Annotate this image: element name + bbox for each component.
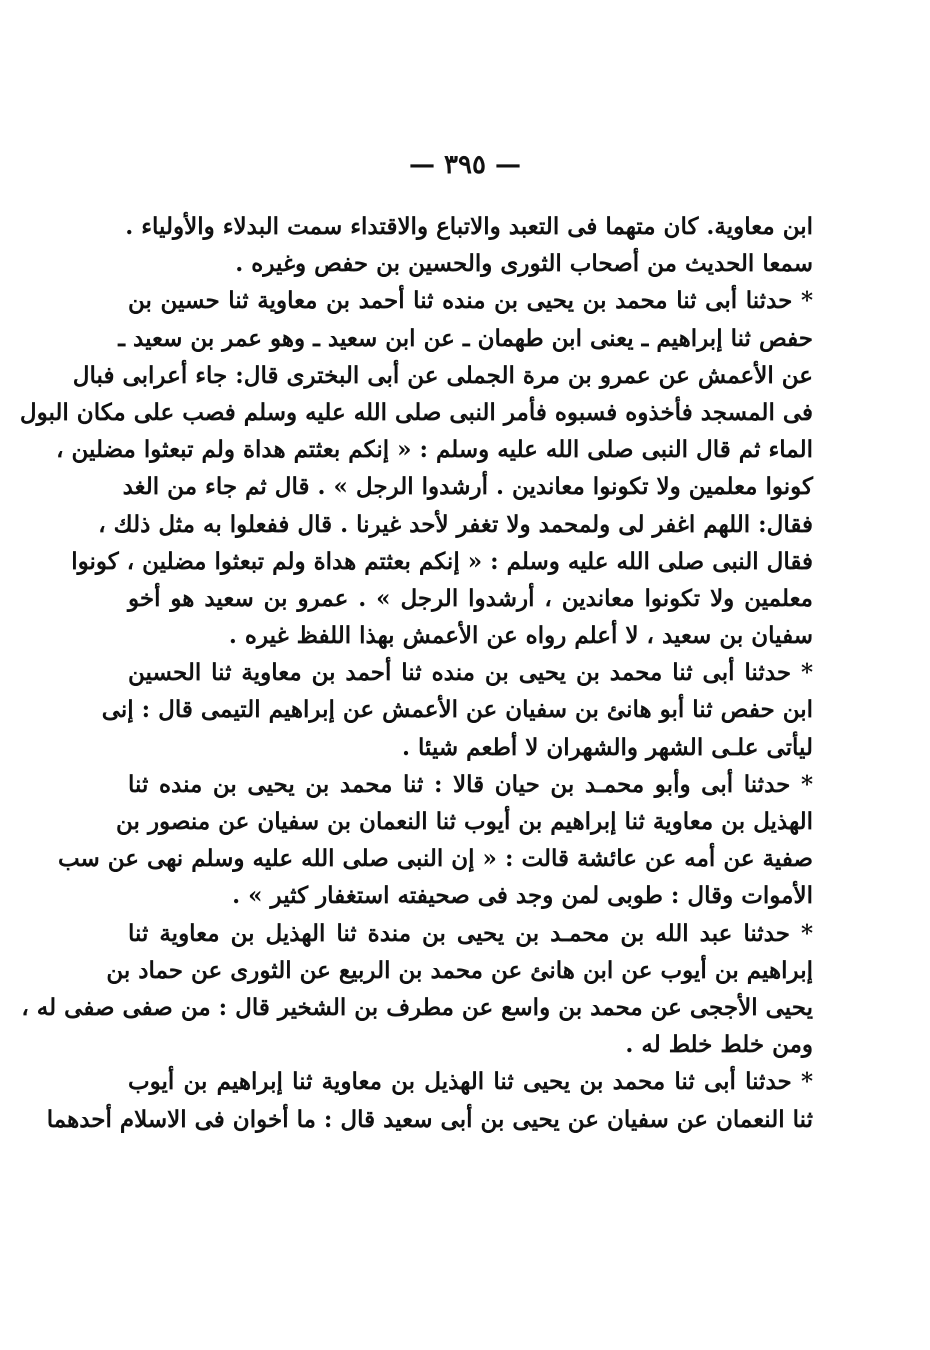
text-line: ثنا النعمان عن سفيان عن يحيى بن أبى سعيد قال : ما أخوان فى الاسلام أحدهما [46, 1105, 813, 1133]
text-line: الهذيل بن معاوية ثنا إبراهيم بن أيوب ثنا النعمان بن سفيان عن منصور بن [116, 808, 813, 835]
body-text [19, 208, 813, 1138]
text-line: فى المسجد فأخذوه فسبوه فأمر النبى صلى الله عليه وسلم فصب على مكان البول [19, 398, 813, 426]
text-line: ليأتى علـى الشهر والشهران لا أطعم شيئا . [401, 733, 813, 761]
page-number: — ٣٩٥ — [408, 150, 522, 180]
text-line: * حدثنا عبد الله بن محمـد بن يحيى بن مندة ثنا الهذيل بن معاوية ثنا [128, 919, 813, 947]
text-line: سمعا الحديث من أصحاب الثورى والحسين بن حفص وغيره . [235, 250, 813, 278]
text-line: * حدثنا أبى وأبو محمـد بن حيان قالا : ثنا محمد بن يحيى بن منده ثنا [128, 770, 813, 798]
text-line: الأموات وقال : طوبى لمن وجد فى صحيفته استغفار كثير » . [232, 882, 813, 910]
text-line: ومن خلط خلط له . [625, 1031, 813, 1059]
text-line: * حدثنا أبى ثنا محمد بن يحيى بن منده ثنا أحمد بن معاوية ثنا حسين بن [128, 287, 813, 315]
text-line: ابن حفص ثنا أبو هانئ بن سفيان عن الأعمش عن إبراهيم التيمى قال : إنى [101, 696, 813, 724]
text-line: فقال النبى صلى الله عليه وسلم : « إنكم بعثتم هداة ولم تبعثوا مضلين ، كونوا [71, 547, 813, 575]
text-line: سفيان بن سعيد ، لا أعلم رواه عن الأعمش بهذا اللفظ غيره . [228, 622, 813, 650]
text-line: حفص ثنا إبراهيم ـ يعنى ابن طهمان ـ عن ابن سعيد ـ وهو عمر بن سعيد ـ [118, 324, 813, 352]
text-line: * حدثنا أبى ثنا محمد بن يحيى بن منده ثنا أحمد بن معاوية ثنا الحسين [128, 659, 813, 687]
text-line: إبراهيم بن أيوب عن ابن هانئ عن محمد بن الربيع عن الثورى عن حماد بن [106, 956, 813, 984]
text-line: عن الأعمش عن عمرو بن مرة الجملى عن أبى البخترى قال: جاء أعرابى فبال [72, 361, 813, 389]
text-line: صفية عن أمه عن عائشة قالت : « إن النبى صلى الله عليه وسلم نهى عن سب [57, 845, 813, 873]
text-line: ابن معاوية. كان متهما فى التعبد والاتباع والاقتداء سمت البدلاء والأولياء . [125, 213, 813, 240]
text-line: يحيى الأججى عن محمد بن واسع عن مطرف بن الشخير قال : من صفى صفى له ، [21, 993, 813, 1021]
text-line: كونوا معلمين ولا تكونوا معاندين . أرشدوا الرجل » . قال ثم جاء من الغد [122, 473, 813, 501]
text-line: * حدثنا أبى ثنا محمد بن يحيى ثنا الهذيل بن معاوية ثنا إبراهيم بن أيوب [128, 1068, 813, 1096]
text-line: معلمين ولا تكونوا معاندين ، أرشدوا الرجل » . عمرو بن سعيد هو أخو [128, 584, 813, 612]
text-line: فقال: اللهم اغفر لى ولمحمد ولا تغفر لأحد غيرنا . قال ففعلوا به مثل ذلك ، [98, 510, 813, 538]
text-line: الماء ثم قال النبى صلى الله عليه وسلم : « إنكم بعثتم هداة ولم تبعثوا مضلين ، [56, 436, 813, 464]
